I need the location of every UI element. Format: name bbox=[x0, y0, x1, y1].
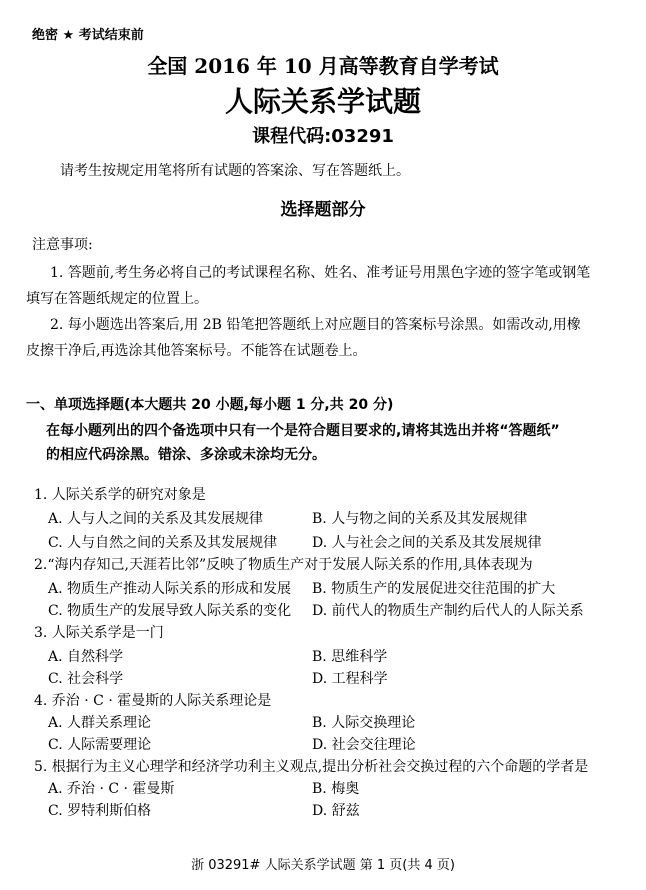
notice-item1-line1: 1. 答题前,考生务必将自己的考试课程名称、姓名、准考证号用黑色字迹的签字笔或钢笔 bbox=[50, 265, 591, 281]
question-1-stem: 1. 人际关系学的研究对象是 bbox=[34, 487, 206, 503]
question-3-stem: 3. 人际关系学是一门 bbox=[34, 625, 164, 641]
subject-title: 人际关系学试题 bbox=[224, 85, 421, 118]
page-footer: 浙 03291# 人际关系学试题 第 1 页(共 4 页) bbox=[191, 858, 455, 873]
question-4-option-a: A. 人群关系理论 bbox=[48, 715, 152, 731]
question-5-option-d: D. 舒兹 bbox=[312, 803, 360, 819]
question-1-option-c: C. 人与自然之间的关系及其发展规律 bbox=[48, 535, 278, 551]
question-3-option-a: A. 自然科学 bbox=[48, 649, 124, 665]
question-5-option-b: B. 梅奥 bbox=[312, 781, 360, 797]
notice-item1-line2: 填写在答题纸规定的位置上。 bbox=[26, 291, 208, 307]
exam-title: 全国 2016 年 10 月高等教育自学考试 bbox=[147, 54, 499, 78]
part1-heading: 一、单项选择题(本大题共 20 小题,每小题 1 分,共 20 分) bbox=[26, 397, 394, 413]
question-5-stem: 5. 根据行为主义心理学和经济学功利主义观点,提出分析社会交换过程的六个命题的学者是 bbox=[34, 759, 589, 775]
question-2-option-c: C. 物质生产的发展导致人际关系的变化 bbox=[48, 603, 292, 619]
question-1-option-a: A. 人与人之间的关系及其发展规律 bbox=[48, 511, 264, 527]
part1-desc-line1: 在每小题列出的四个备选项中只有一个是符合题目要求的,请将其选出并将“答题纸” bbox=[46, 423, 560, 439]
question-5-option-a: A. 乔治 · C · 霍曼斯 bbox=[48, 781, 175, 797]
question-4-option-d: D. 社会交往理论 bbox=[312, 737, 416, 753]
question-2-option-d: D. 前代人的物质生产制约后代人的人际关系 bbox=[312, 603, 584, 619]
question-1-option-b: B. 人与物之间的关系及其发展规律 bbox=[312, 511, 528, 527]
notice-title: 注意事项: bbox=[32, 237, 93, 253]
question-4-option-b: B. 人际交换理论 bbox=[312, 715, 416, 731]
question-1-option-d: D. 人与社会之间的关系及其发展规律 bbox=[312, 535, 542, 551]
notice-item2-line2: 皮擦干净后,再选涂其他答案标号。不能答在试题卷上。 bbox=[26, 343, 367, 359]
question-3-option-d: D. 工程科学 bbox=[312, 671, 388, 687]
intro-text: 请考生按规定用笔将所有试题的答案涂、写在答题纸上。 bbox=[60, 163, 410, 179]
question-4-stem: 4. 乔治 · C · 霍曼斯的人际关系理论是 bbox=[34, 693, 272, 709]
question-4-option-c: C. 人际需要理论 bbox=[48, 737, 152, 753]
section-title: 选择题部分 bbox=[280, 200, 366, 220]
question-3-option-b: B. 思维科学 bbox=[312, 649, 388, 665]
confidential-note: 绝密 ★ 考试结束前 bbox=[32, 28, 144, 43]
question-2-option-b: B. 物质生产的发展促进交往范围的扩大 bbox=[312, 581, 556, 597]
part1-desc-line2: 的相应代码涂黑。错涂、多涂或未涂均无分。 bbox=[46, 447, 326, 463]
question-2-stem: 2.“海内存知己,天涯若比邻”反映了物质生产对于发展人际关系的作用,具体表现为 bbox=[34, 557, 533, 573]
notice-item2-line1: 2. 每小题选出答案后,用 2B 铅笔把答题纸上对应题目的答案标号涂黑。如需改动,用橡 bbox=[50, 317, 581, 333]
question-5-option-c: C. 罗特利斯伯格 bbox=[48, 803, 152, 819]
question-3-option-c: C. 社会科学 bbox=[48, 671, 124, 687]
question-2-option-a: A. 物质生产推动人际关系的形成和发展 bbox=[48, 581, 292, 597]
course-code: 课程代码:03291 bbox=[252, 126, 394, 147]
